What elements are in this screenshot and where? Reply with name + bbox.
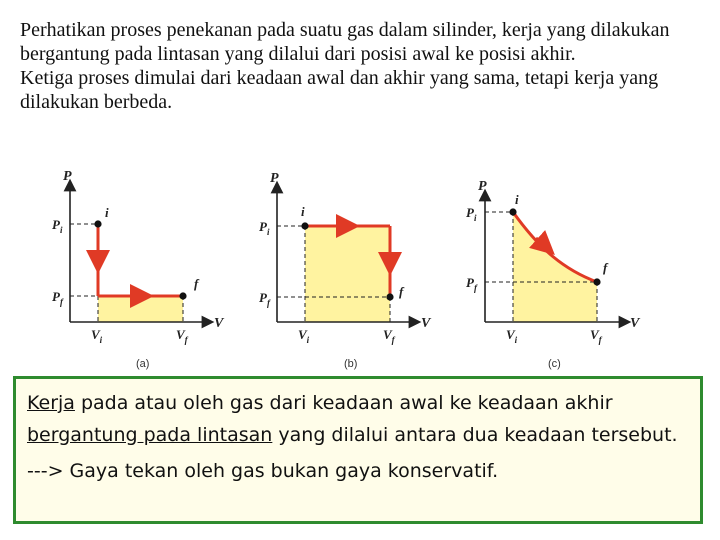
svg-text:Vi: $V_i$ xyxy=(91,327,103,345)
panel-a-point-i xyxy=(94,220,101,227)
svg-text:Vf: $V_f$ xyxy=(590,327,602,345)
svg-text:Vi: $V_i$ xyxy=(506,327,518,345)
panel-a-caption: (a) xyxy=(136,358,150,370)
panel-c xyxy=(466,179,641,370)
svg-text:P: P xyxy=(270,171,279,186)
svg-text:V: V xyxy=(630,316,640,331)
panel-b-point-i xyxy=(301,222,308,229)
svg-text:i: i xyxy=(105,205,109,220)
intro-line-2: Ketiga proses dimulai dari keadaan awal dan akhir yang sama, tetapi kerja yang dilakukan berbeda. xyxy=(20,67,659,113)
conclusion-note: ---> Gaya tekan oleh gas bukan gaya konservatif. xyxy=(27,460,499,482)
svg-text:Pf: $P_f$ xyxy=(259,290,270,308)
term-bergantung: bergantung pada lintasan xyxy=(27,424,273,446)
svg-text:Pi: $P_i$ xyxy=(52,217,63,235)
svg-text:Pi: $P_i$ xyxy=(466,205,477,223)
panel-a-point-f xyxy=(179,292,186,299)
panel-c-point-i xyxy=(509,208,516,215)
svg-text:Vf: $V_f$ xyxy=(383,327,395,345)
svg-text:V: V xyxy=(214,316,224,331)
conclusion-part-2: yang dilalui antara dua keadaan tersebut. xyxy=(272,424,678,446)
panel-b-caption: (b) xyxy=(344,358,358,370)
svg-text:i: i xyxy=(301,204,305,219)
panel-c-point-f xyxy=(593,278,600,285)
panel-b xyxy=(259,171,432,370)
svg-text:f: f xyxy=(399,284,404,299)
svg-text:Pi: $P_i$ xyxy=(259,219,270,237)
svg-text:i: i xyxy=(515,192,519,207)
panel-b-area xyxy=(305,226,390,322)
svg-text:V: V xyxy=(421,316,431,331)
svg-text:Pf: $P_f$ xyxy=(52,289,63,307)
svg-text:Vi: $V_i$ xyxy=(298,327,310,345)
intro-line-1: Perhatikan proses penekanan pada suatu gas dalam silinder, kerja yang dilakukan bergantung pada lintasan yang dilalui dari posisi awal ke posisi akhir. xyxy=(20,19,670,65)
svg-text:Vf: $V_f$ xyxy=(176,327,188,345)
term-kerja: Kerja xyxy=(27,392,75,414)
conclusion-box xyxy=(13,376,703,524)
panel-c-caption: (c) xyxy=(548,358,561,370)
panel-b-point-f xyxy=(386,293,393,300)
conclusion-part-1: pada atau oleh gas dari keadaan awal ke keadaan akhir xyxy=(74,392,613,414)
svg-text:Pf: $P_f$ xyxy=(466,275,477,293)
svg-text:f: f xyxy=(603,260,608,275)
panel-a-area xyxy=(98,296,183,322)
svg-text:f: f xyxy=(194,276,199,291)
conclusion-text xyxy=(27,387,690,451)
panel-a xyxy=(52,169,225,370)
svg-text:P: P xyxy=(478,179,487,194)
svg-text:P: P xyxy=(63,169,72,184)
